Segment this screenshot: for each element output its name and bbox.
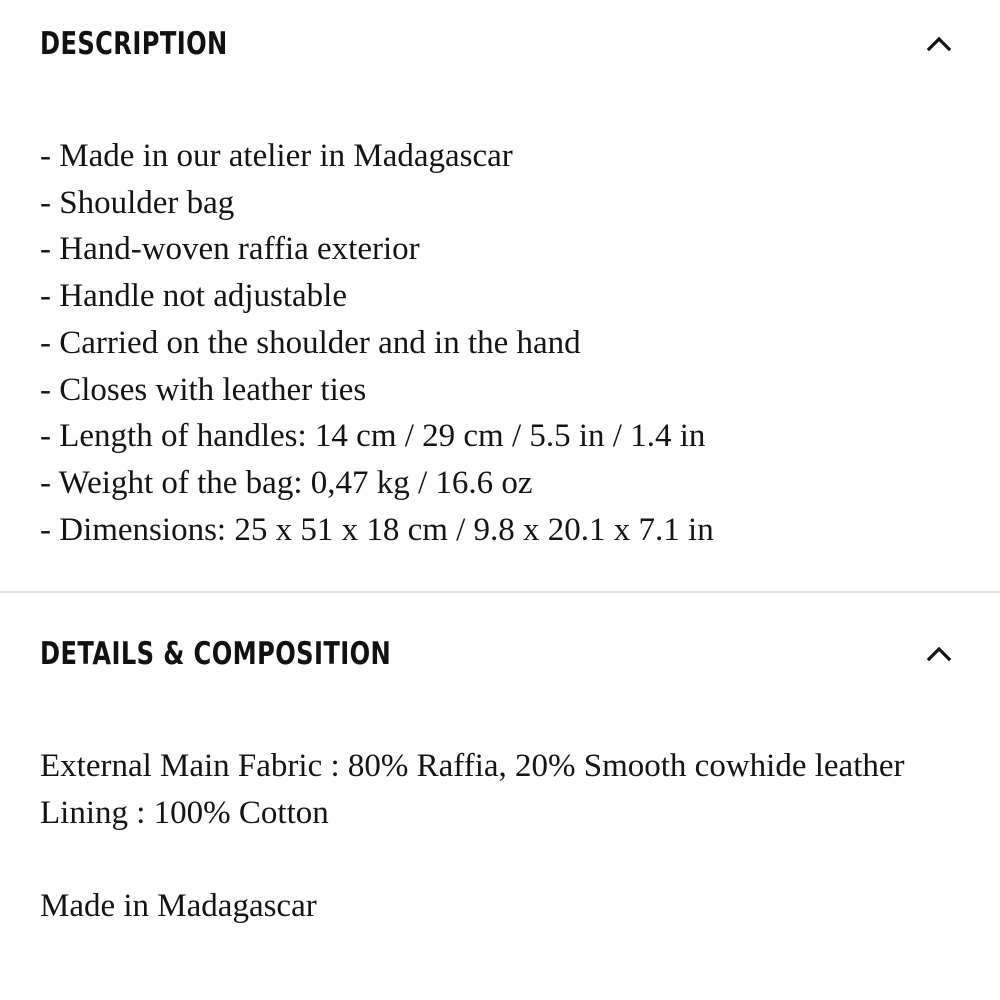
description-item: - Shoulder bag — [40, 184, 235, 221]
description-item: - Made in our atelier in Madagascar — [40, 138, 513, 174]
lining-text: Lining : 100% Cotton — [40, 794, 329, 831]
description-item: - Hand-woven raffia exterior — [40, 231, 420, 268]
details-header[interactable] — [0, 594, 1000, 690]
details-body — [40, 743, 940, 929]
chevron-up-icon[interactable] — [926, 646, 952, 662]
description-item: - Handle not adjustable — [40, 278, 347, 315]
description-item: - Carried on the shoulder and in the hand — [40, 324, 581, 361]
description-header[interactable] — [0, 0, 1000, 96]
description-item: - Closes with leather ties — [40, 371, 367, 408]
description-title: DESCRIPTION — [40, 26, 228, 62]
description-item: - Weight of the bag: 0,47 kg / 16.6 oz — [40, 464, 533, 501]
paragraph-spacer — [40, 836, 940, 883]
description-list — [40, 133, 940, 553]
chevron-up-icon[interactable] — [926, 36, 952, 52]
details-section — [0, 594, 1000, 1000]
origin-text: Made in Madagascar — [40, 887, 317, 924]
section-divider — [0, 591, 1000, 593]
description-item: - Dimensions: 25 x 51 x 18 cm / 9.8 x 20.1 x 7.1 in — [40, 511, 714, 548]
details-title: DETAILS & COMPOSITION — [40, 636, 392, 672]
description-item: - Length of handles: 14 cm / 29 cm / 5.5 in / 1.4 in — [40, 418, 706, 455]
external-fabric-text: External Main Fabric : 80% Raffia, 20% Smooth cowhide leather — [40, 748, 905, 784]
